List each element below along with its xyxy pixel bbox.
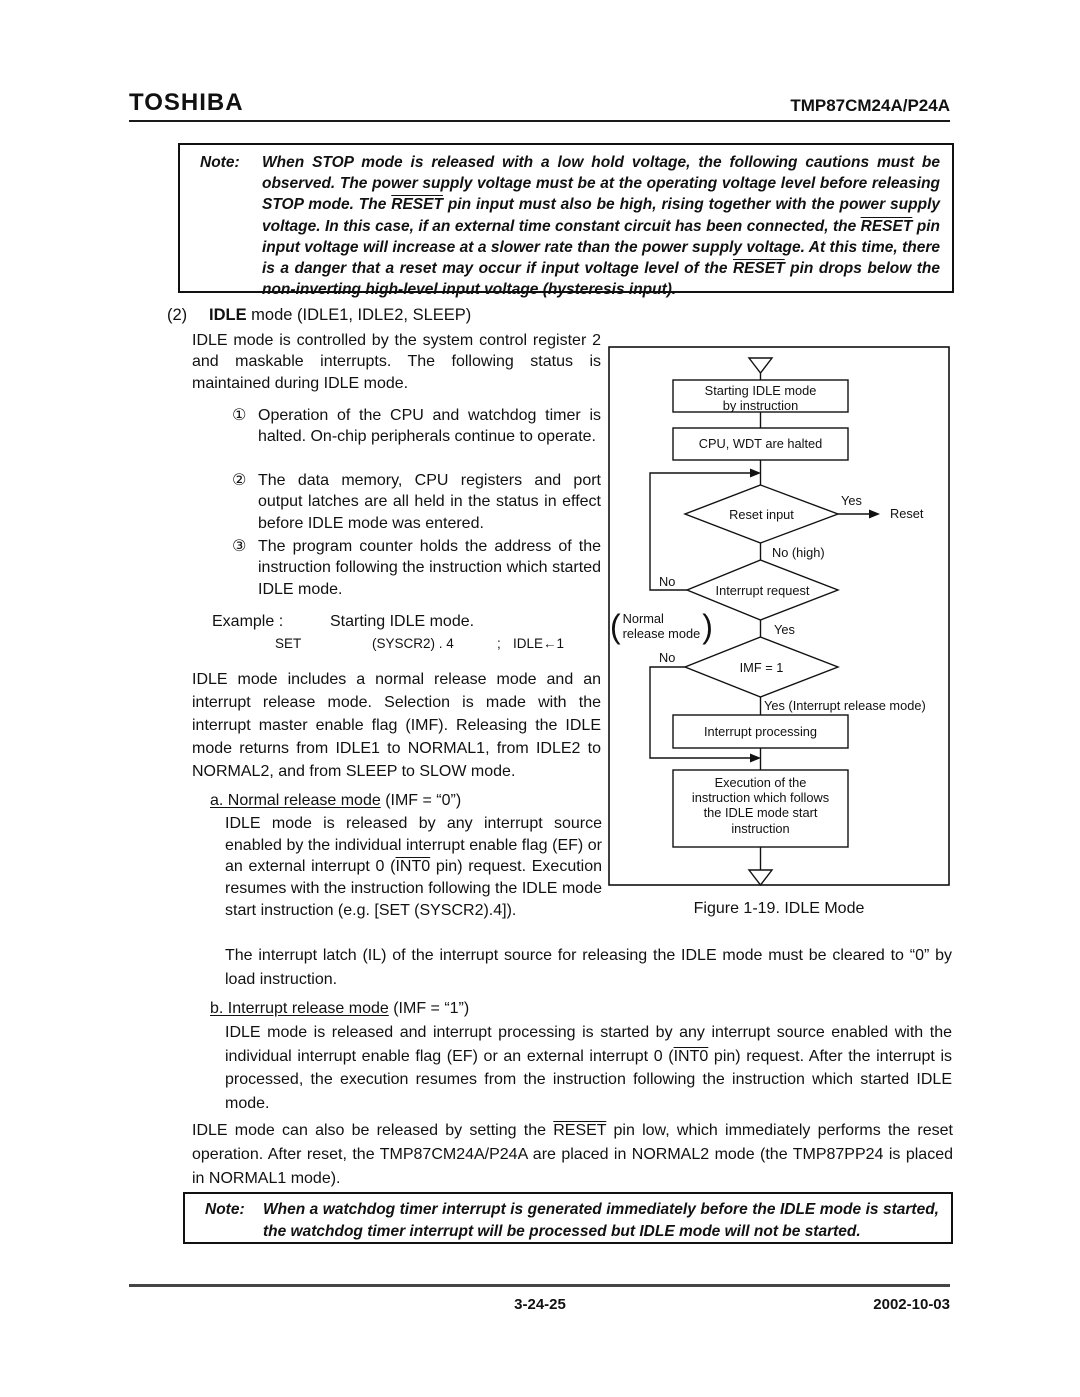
arrowhead-icon: [750, 754, 761, 763]
list-item-text: Operation of the CPU and watchdog timer is halted. On-chip peripherals continue to operate.: [258, 407, 601, 446]
note-label: Note:: [200, 154, 240, 171]
code-operand: (SYSCR2) . 4: [372, 636, 454, 651]
page-number: 3-24-25: [514, 1296, 566, 1313]
start-box: [673, 383, 848, 413]
reset-no-label: No (high): [772, 545, 825, 560]
footer-rule: [129, 1284, 950, 1287]
execution-box-line2: instruction which follows: [691, 790, 830, 806]
example-code-line: [212, 636, 612, 658]
code-mnemonic: SET: [275, 636, 302, 651]
normal-mode-line1: Normal: [622, 610, 664, 626]
list-item: [232, 536, 601, 600]
note-box-stop-mode: [178, 143, 954, 299]
execution-box-line4: instruction: [731, 820, 790, 836]
normal-mode-line2: release mode: [622, 626, 701, 641]
processing-box: Interrupt processing: [703, 724, 818, 739]
normal-release-mode-label: [610, 607, 713, 645]
execution-box: [673, 775, 848, 836]
figure-caption: Figure 1-19. IDLE Mode: [693, 900, 865, 917]
imf-no-label: No: [659, 650, 676, 665]
part-number: TMP87CM24A/P24A: [790, 96, 950, 115]
example-title: Starting IDLE mode.: [330, 613, 475, 630]
reset-yes-label: Yes: [841, 493, 862, 508]
document-date: 2002-10-03: [873, 1296, 950, 1313]
list-item: [232, 405, 601, 448]
no-loop-line: [650, 473, 756, 590]
circled-number-3: ③: [232, 538, 247, 555]
close-paren: ): [702, 607, 713, 645]
note-box-watchdog: [183, 1192, 953, 1244]
end-terminal-icon: [749, 870, 772, 885]
start-terminal-icon: [749, 358, 772, 373]
section-number: (2): [167, 306, 188, 324]
execution-box-line1: Execution of the: [714, 775, 807, 790]
mode-a-body2: The interrupt latch (IL) of the interrupt source for releasing the IDLE mode must be cleared to “0” by load instruction.: [225, 947, 952, 988]
note-label: Note:: [205, 1201, 245, 1218]
reset-diamond-label: Reset input: [729, 507, 794, 522]
imf-diamond-label: IMF = 1: [739, 660, 784, 675]
open-paren: (: [610, 607, 621, 645]
idle-mode-figure: [608, 346, 950, 886]
execution-box-line3: the IDLE mode start: [703, 805, 818, 821]
imf-no-line: [650, 667, 756, 758]
start-box-line2: by instruction: [722, 398, 799, 414]
halt-box: CPU, WDT are halted: [698, 436, 823, 451]
interrupt-no-label: No: [659, 574, 676, 589]
mode-b-heading: b. Interrupt release mode (IMF = “1”): [210, 1000, 470, 1017]
example-block: [212, 613, 612, 658]
code-comment: IDLE←1: [513, 636, 565, 651]
mode-a-body: IDLE mode is released by any interrupt source enabled by the individual interrupt enable flag (EF) or an external interrupt 0 (INT0 pin) request. Execution resumes with the instruction following the IDLE mode start instruction (e.g. [SET (SYSCR2).4]).: [225, 815, 603, 919]
section-title: IDLE mode (IDLE1, IDLE2, SLEEP): [209, 306, 472, 324]
intro-paragraph: IDLE mode is controlled by the system control register 2 and maskable interrupts. The following status is maintained during IDLE mode.: [192, 332, 601, 392]
arrowhead-icon: [750, 469, 761, 478]
mode-a-heading: a. Normal release mode (IMF = “0”): [210, 792, 462, 809]
reset-outcome-label: Reset: [890, 506, 924, 521]
arrowhead-icon: [869, 510, 880, 519]
imf-yes-label: Yes (Interrupt release mode): [764, 698, 926, 713]
circled-number-2: ②: [232, 472, 247, 489]
release-intro-paragraph: IDLE mode includes a normal release mode and an interrupt release mode. Selection is made with the interrupt master enable flag (IMF). Releasing the IDLE mode returns from IDLE1 to NORMAL1, from IDLE2 to NORMAL2, and from SLEEP to SLOW mode.: [192, 671, 601, 780]
closing-paragraph: IDLE mode can also be released by setting the RESET pin low, which immediately performs the reset operation. After reset, the TMP87CM24A/P24A are placed in NORMAL2 mode (the TMP87PP24 is placed in NORMAL1 mode).: [192, 1122, 954, 1187]
section-heading: [167, 306, 471, 325]
code-separator: ;: [497, 636, 501, 651]
start-box-line1: Starting IDLE mode: [704, 383, 817, 398]
circled-number-1: ①: [232, 407, 247, 424]
list-item: [232, 470, 601, 534]
list-item-text: The program counter holds the address of the instruction following the instruction which started IDLE mode.: [258, 538, 601, 598]
example-label: Example :: [212, 613, 284, 630]
note-text: When a watchdog timer interrupt is generated immediately before the IDLE mode is started, the watchdog timer interrupt will be processed but IDLE mode will not be started.: [263, 1201, 939, 1240]
list-item-text: The data memory, CPU registers and port output latches are all held in the status in effect before IDLE mode was entered.: [258, 472, 601, 532]
toshiba-logo: TOSHIBA: [129, 89, 244, 116]
interrupt-yes-label: Yes: [774, 622, 795, 637]
interrupt-diamond-label: Interrupt request: [715, 583, 810, 598]
header-rule: [129, 120, 950, 122]
note-text: When STOP mode is released with a low hold voltage, the following cautions must be observed. The power supply voltage must be at the operating voltage level before releasing STOP mode. The RESET pin input must also be high, rising together with the power supply voltage. In this case, if an external time constant circuit has been connected, the RESET pin input voltage will increase at a slower rate than the power supply voltage. At this time, there is a danger that a reset may occur if input voltage level of the RESET pin drops below the non-inverting high-level input voltage (hysteresis input).: [262, 154, 941, 299]
mode-b-body: IDLE mode is released and interrupt processing is started by any interrupt source enabled with the individual interrupt enable flag (EF) or an external interrupt 0 (INT0 pin) request. After the interrupt is processed, the execution resumes from the instruction following the instruction which started IDLE mode.: [225, 1024, 953, 1112]
normal-release-mode-text: [621, 611, 703, 641]
